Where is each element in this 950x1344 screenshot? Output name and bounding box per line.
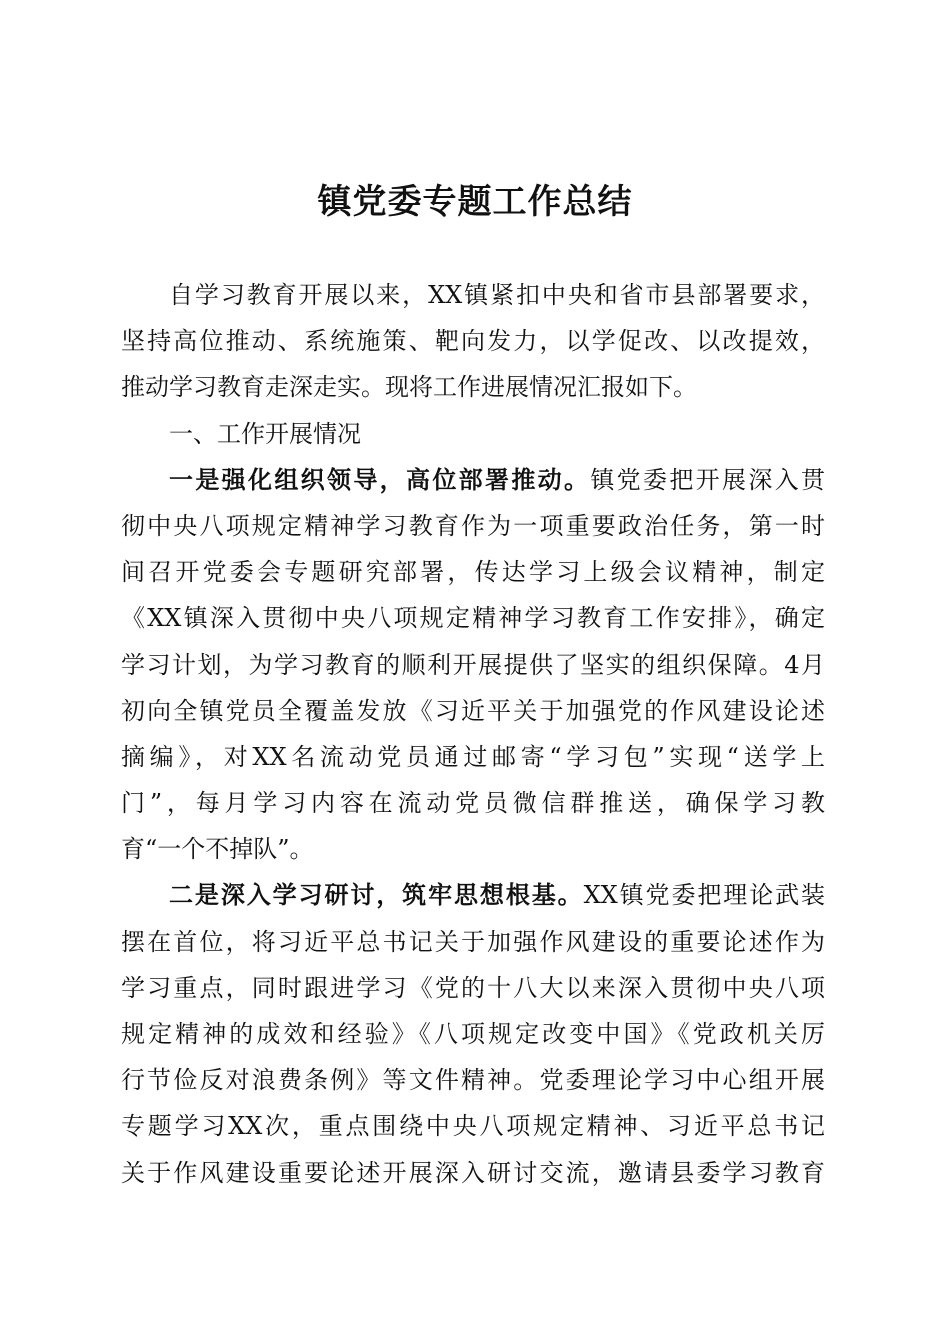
paragraph-line: 彻中央八项规定精神学习教育作为一项重要政治任务，第一时 xyxy=(121,511,825,540)
paragraph-line: 摆在首位，将习近平总书记关于加强作风建设的重要论述作为 xyxy=(121,927,825,956)
paragraph-line: 关于作风建设重要论述开展深入研讨交流，邀请县委学习教育 xyxy=(121,1158,825,1187)
paragraph-line: 间召开党委会专题研究部署，传达学习上级会议精神，制定 xyxy=(121,558,825,587)
paragraph-line: 行节俭反对浪费条例》等文件精神。党委理论学习中心组开展 xyxy=(121,1066,825,1095)
paragraph-first-line xyxy=(121,872,825,918)
document-body xyxy=(121,272,825,1196)
intro-line: 坚持高位推动、系统施策、靶向发力，以学促改、以改提效， xyxy=(121,327,825,356)
paragraph-line: 《XX镇深入贯彻中央八项规定精神学习教育工作安排》，确定 xyxy=(121,604,825,633)
paragraph-line: 初向全镇党员全覆盖发放《习近平关于加强党的作风建设论述 xyxy=(121,696,825,725)
paragraph-first-line xyxy=(121,457,825,503)
paragraph-line: 门”，每月学习内容在流动党员微信群推送，确保学习教 xyxy=(121,789,825,818)
paragraph-text: 镇党委把开展深入贯 xyxy=(590,465,826,494)
paragraph-lead: 二是深入学习研讨，筑牢思想根基。 xyxy=(169,880,584,910)
paragraph-line: 学习重点，同时跟进学习《党的十八大以来深入贯彻中央八项 xyxy=(121,973,825,1002)
intro-line: 自学习教育开展以来，XX镇紧扣中央和省市县部署要求， xyxy=(169,281,825,309)
paragraph-line: 育“一个不掉队”。 xyxy=(121,835,314,864)
section-heading: 一、工作开展情况 xyxy=(169,419,361,448)
paragraph-line: 摘编》，对XX名流动党员通过邮寄“学习包”实现“送学上 xyxy=(121,742,825,771)
paragraph-line: 专题学习XX次，重点围绕中央八项规定精神、习近平总书记 xyxy=(121,1112,825,1141)
intro-line: 推动学习教育走深走实。现将工作进展情况汇报如下。 xyxy=(121,373,697,402)
paragraph-line: 学习计划，为学习教育的顺利开展提供了坚实的组织保障。4月 xyxy=(121,650,825,679)
document-title: 镇党委专题工作总结 xyxy=(317,182,633,222)
paragraph-text: XX镇党委把理论武装 xyxy=(583,881,826,910)
paragraph-line: 规定精神的成效和经验》《八项规定改变中国》《党政机关厉 xyxy=(121,1020,825,1048)
paragraph-lead: 一是强化组织领导，高位部署推动。 xyxy=(169,464,591,494)
